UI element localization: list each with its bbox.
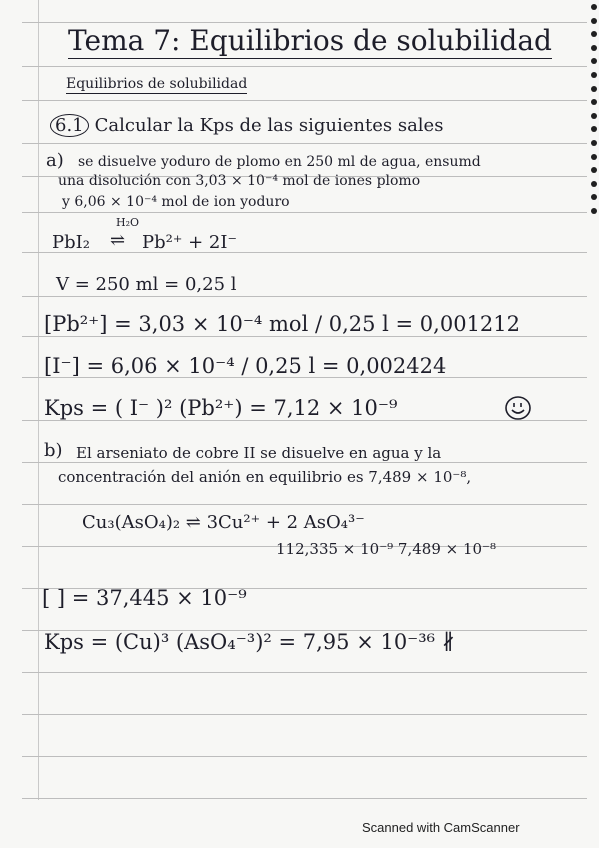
- kps-a-line: Kps = ( I⁻ )² (Pb²⁺) = 7,12 × 10⁻⁹: [44, 396, 398, 420]
- ruled-line: [22, 714, 587, 715]
- exercise-number: 6.1: [50, 114, 89, 137]
- ruled-line: [22, 66, 587, 67]
- kps-b-line: Kps = (Cu)³ (AsO₄⁻³)² = 7,95 × 10⁻³⁶ ∦: [44, 630, 456, 654]
- ruled-line: [22, 336, 587, 337]
- conc-pb-line: [Pb²⁺] = 3,03 × 10⁻⁴ mol / 0,25 l = 0,001212: [44, 312, 521, 336]
- part-a-text-2: una disolución con 3,03 × 10⁻⁴ mol de iones plomo: [58, 173, 421, 189]
- part-a-label: a): [46, 150, 64, 171]
- exercise-heading: [50, 114, 443, 137]
- part-a-text-1: se disuelve yoduro de plomo en 250 ml de agua, ensumd: [78, 154, 481, 170]
- smiley-icon: [504, 395, 532, 421]
- section-subtitle: Equilibrios de solubilidad: [66, 76, 248, 92]
- exercise-statement: Calcular la Kps de las siguientes sales: [94, 115, 444, 136]
- binder-holes: [591, 4, 597, 214]
- part-a-text-3: y 6,06 × 10⁻⁴ mol de ion yoduro: [62, 194, 290, 210]
- ruled-line: [22, 756, 587, 757]
- ruled-line: [22, 504, 587, 505]
- ruled-line: [22, 462, 587, 463]
- ruled-line: [22, 212, 587, 213]
- ruled-line: [22, 143, 587, 144]
- equation-b-values: 112,335 × 10⁻⁹ 7,489 × 10⁻⁸: [276, 540, 496, 558]
- solvent-label: H₂O: [116, 216, 140, 229]
- equation-b: Cu₃(AsO₄)₂ ⇌ 3Cu²⁺ + 2 AsO₄³⁻: [82, 512, 365, 533]
- part-b-text-2: concentración del anión en equilibrio es 7,489 × 10⁻⁸,: [58, 468, 472, 486]
- equation-a-left: PbI₂: [52, 232, 90, 253]
- ruled-line: [22, 100, 587, 101]
- conc-i-line: [I⁻] = 6,06 × 10⁻⁴ / 0,25 l = 0,002424: [44, 354, 447, 378]
- equation-a-arrow: ⇌: [110, 230, 126, 251]
- ruled-line: [22, 22, 587, 23]
- equation-a-right: Pb²⁺ + 2I⁻: [142, 232, 237, 253]
- part-b-text-1: El arseniato de cobre II se disuelve en agua y la: [76, 444, 442, 462]
- bracket-line: [ ] = 37,445 × 10⁻⁹: [42, 586, 247, 610]
- volume-line: V = 250 ml = 0,25 l: [56, 274, 237, 295]
- ruled-line: [22, 252, 587, 253]
- part-b-label: b): [44, 440, 63, 461]
- ruled-line: [22, 296, 587, 297]
- scanner-footer: Scanned with CamScanner: [362, 820, 520, 835]
- margin-line: [38, 0, 39, 800]
- ruled-line: [22, 672, 587, 673]
- ruled-line: [22, 420, 587, 421]
- page-title: Tema 7: Equilibrios de solubilidad: [68, 24, 552, 57]
- ruled-line: [22, 798, 587, 799]
